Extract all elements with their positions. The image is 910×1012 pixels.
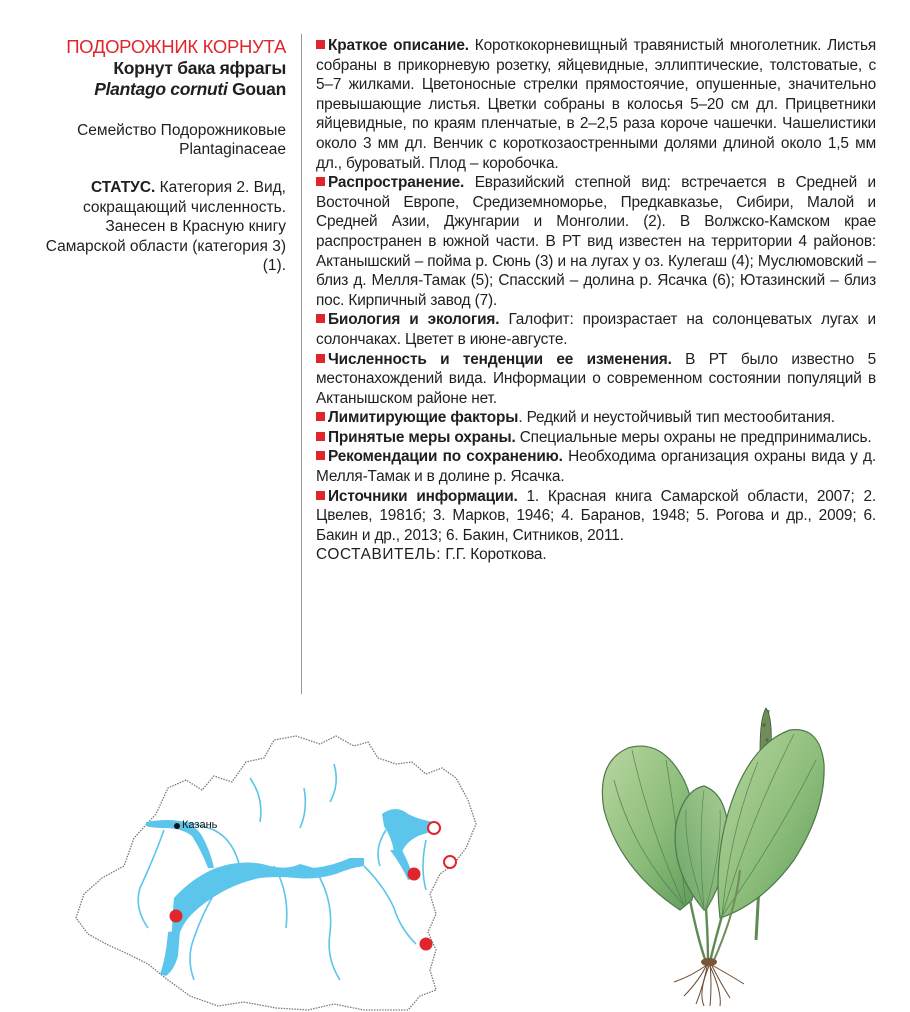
author-name: Г.Г. Короткова. — [441, 546, 547, 564]
family-block — [30, 121, 286, 159]
status-text: Категория 2. Вид, сокращающий численность. Занесен в Красную книгу Самарской области (категория 3) (1). — [45, 179, 286, 275]
record-marker-filled — [408, 868, 421, 881]
record-marker-filled — [170, 910, 183, 923]
latin-binomial: Plantago cornuti — [94, 79, 228, 99]
section-heading: Распространение. — [328, 174, 465, 192]
bullet-square-icon — [316, 314, 325, 323]
section-heading: Принятые меры охраны. — [328, 428, 516, 446]
latin-author: Gouan — [232, 79, 286, 99]
section-description — [316, 36, 876, 173]
section-distribution — [316, 173, 876, 310]
section-text: Евразийский степной вид: встречается в Средней и Восточной Европе, Средиземноморье, Предкавказье, Сибири, Малой и Средней Азии, Джунгарии и Монголии. (2). В Волжско-Камском крае распространен в южной части. В РТ вид известен на территории 4 районов: Актанышский – пойма р. Сюнь (3) и на лугах у оз. Кулегаш (4); Муслюмовский – близ д. Мелля-Тамак (5); Спасский – долина р. Ясачка (6); Ютазинский – близ пос. Кирпичный завод (7). — [316, 174, 876, 309]
description-column — [316, 36, 876, 565]
family-russian: Семейство Подорожниковые — [77, 122, 286, 139]
section-sources — [316, 487, 876, 546]
section-text: Короткокорневищный травянистый многолетник. Листья собраны в прикорневую розетку, яйцевидные, эллиптические, толстоватые, с 5–7 жилками. Цветоносные стрелки прямостоячие, опушенные, значительно превышающие листья. Цветки собраны в колосья 5–20 см дл. Прицветники яйцевидные, по краям пленчатые, в 2–2,5 раза короче чашечки. Чашелистики около 3 мм дл. Венчик с короткозаостренными долями длиной около 1,5 мм дл., буроватый. Плод – коробочка. — [316, 37, 877, 172]
root-crown — [701, 958, 717, 966]
section-recommendations — [316, 447, 876, 486]
section-heading: Рекомендации по сохранению. — [328, 448, 563, 466]
record-marker-open — [444, 856, 456, 868]
section-heading: Численность и тенденции ее изменения. — [328, 350, 672, 368]
status-block — [30, 178, 286, 276]
section-heading: Биология и экология. — [328, 311, 500, 329]
bullet-square-icon — [316, 432, 325, 441]
city-label-kazan: Казань — [182, 819, 218, 831]
bullet-square-icon — [316, 491, 325, 500]
section-text: Необходима организация охраны вида у д. Мелля-Тамак и в долине р. Ясачка. — [316, 448, 876, 486]
column-divider — [301, 34, 302, 694]
record-marker-filled — [420, 938, 433, 951]
bullet-square-icon — [316, 177, 325, 186]
family-latin: Plantaginaceae — [179, 141, 286, 158]
section-heading: Источники информации. — [328, 487, 518, 505]
status-label: СТАТУС. — [90, 179, 156, 196]
header-block — [30, 36, 286, 276]
author-line — [316, 545, 876, 565]
city-marker — [174, 823, 180, 829]
section-abundance — [316, 350, 876, 409]
species-title-russian: ПОДОРОЖНИК КОРНУТА — [66, 36, 286, 57]
section-heading: Лимитирующие факторы — [328, 409, 519, 427]
leaf-right — [718, 730, 824, 918]
bullet-square-icon — [316, 354, 325, 363]
section-protection-measures — [316, 428, 876, 448]
section-limiting-factors — [316, 408, 876, 428]
bullet-square-icon — [316, 412, 325, 421]
author-label: СОСТАВИТЕЛЬ: — [316, 546, 442, 564]
section-biology — [316, 310, 876, 349]
roots — [674, 962, 744, 1006]
section-text: 1. Красная книга Самарской области, 2007; 2. Цвелев, 1981б; 3. Марков, 1946; 4. Баранов, 1948; 5. Рогова и др., 2009; 6. Бакин и др., 2013; 6. Бакин, Ситников, 2011. — [316, 487, 876, 544]
section-heading: Краткое описание. — [328, 37, 469, 54]
bullet-square-icon — [316, 451, 325, 460]
distribution-map — [64, 718, 504, 1012]
bullet-square-icon — [316, 40, 325, 49]
species-title-latin — [30, 79, 286, 100]
species-title-tatar: Корнут бака яфрагы — [113, 58, 286, 78]
plant-illustration — [580, 700, 890, 1010]
section-text: . Редкий и неустойчивый тип местообитания. — [518, 409, 835, 427]
section-text: Галофит: произрастает на солонцеватых лугах и солончаках. Цветет в июне-августе. — [316, 311, 876, 348]
record-marker-open — [428, 822, 440, 834]
section-text: В РТ было известно 5 местонахождений вида. Информации о современном состоянии популяций в Актанышском районе нет. — [316, 350, 876, 407]
section-text: Специальные меры охраны не предпринимались. — [515, 428, 872, 446]
